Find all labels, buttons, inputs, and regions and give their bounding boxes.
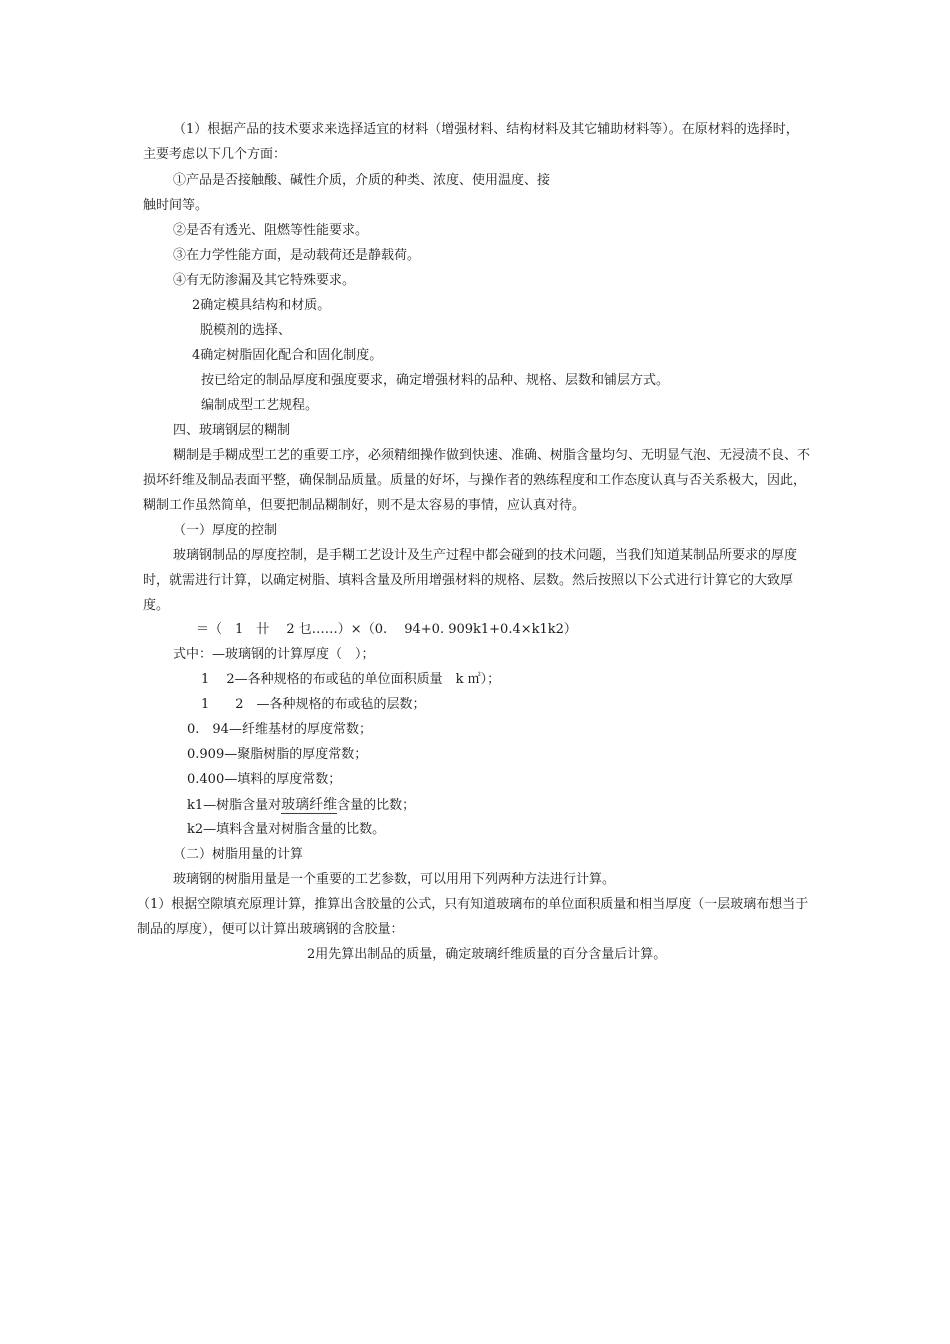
definition-filler-constant: 0.400—填料的厚度常数； <box>187 772 342 787</box>
section-heading-4: 四、玻璃钢层的糊制 <box>173 423 291 438</box>
paragraph-material-selection: （1）根据产品的技术要求来选择适宜的材料（增强材料、结构材料及其它辅助材料等）。在原材料的选择时，主要考虑以下几个方面： <box>143 122 799 162</box>
subheading-resin-amount: （二）树脂用量的计算 <box>173 847 304 862</box>
list-item-2: ②是否有透光、阻燃等性能要求。 <box>173 223 369 238</box>
definition-k1-prefix: k1—树脂含量对 <box>187 798 282 813</box>
definition-k1-suffix: 含量的比数； <box>337 798 416 813</box>
resin-amount-intro: 玻璃钢的树脂用量是一个重要的工艺参数，可以用用下列两种方法进行计算。 <box>173 872 616 887</box>
method-2: 2用先算出制品的质量，确定玻璃纤维质量的百分含量后计算。 <box>307 947 667 962</box>
step-2: 2确定模具结构和材质。 <box>192 298 331 313</box>
list-item-1b: 触时间等。 <box>143 198 209 213</box>
list-item-1a: ①产品是否接触酸、碱性介质，介质的种类、浓度、使用温度、接 <box>173 173 551 188</box>
paragraph-thickness: 玻璃钢制品的厚度控制，是手糊工艺设计及生产过程中都会碰到的技术问题，当我们知道某制品所要求的厚度时，就需进行计算，以确定树脂、填料含量及所用增强材料的规格、层数。然后按照以下公式进行计算它的大致厚度。 <box>143 548 798 613</box>
step-6: 编制成型工艺规程。 <box>201 398 319 413</box>
paragraph-lamination: 糊制是手糊成型工艺的重要工序，必须精细操作做到快速、准确、树脂含量均匀、无明显气泡、无浸渍不良、不损坏纤维及制品表面平整，确保制品质量。质量的好坏，与操作者的熟练程度和工作态度认真与否关系极大，因此，糊制工作虽然简单，但要把制品糊制好，则不是太容易的事情，应认真对待。 <box>143 448 811 513</box>
subheading-thickness: （一）厚度的控制 <box>173 523 278 538</box>
step-4: 4确定树脂固化配合和固化制度。 <box>192 348 383 363</box>
definition-fiber-constant: 0. 94—纤维基材的厚度常数； <box>187 722 372 737</box>
paragraph-method-1: （1）根据空隙填充原理计算，推算出含胶量的公式，只有知道玻璃布的单位面积质量和相当厚度（一层玻璃布想当于制品的厚度），便可以计算出玻璃钢的含胶量： <box>137 897 809 937</box>
step-3: 脱模剂的选择、 <box>200 323 292 338</box>
step-5: 按已给定的制品厚度和强度要求，确定增强材料的品种、规格、层数和铺层方式。 <box>201 373 670 388</box>
definition-mass: 1 2—各种规格的布或毡的单位面积质量 k ㎡）； <box>201 672 501 687</box>
definition-resin-constant: 0.909—聚脂树脂的厚度常数； <box>187 747 368 762</box>
list-item-3: ③在力学性能方面，是动载荷还是静载荷。 <box>173 248 421 263</box>
list-item-4: ④有无防渗漏及其它特殊要求。 <box>173 273 356 288</box>
definition-layers: 1 2 —各种规格的布或毡的层数； <box>201 697 426 712</box>
thickness-formula: ＝（ 1 卄 2 乜……）×（0. 94+0. 909k1+0.4×k1k2） <box>196 622 577 637</box>
formula-where: 式中：—玻璃钢的计算厚度（ ）； <box>173 647 375 662</box>
definition-k2: k2—填料含量对树脂含量的比数。 <box>187 822 386 837</box>
definition-k1 <box>187 792 415 818</box>
glass-fiber-underlined-term: 玻璃纤维 <box>281 797 338 813</box>
